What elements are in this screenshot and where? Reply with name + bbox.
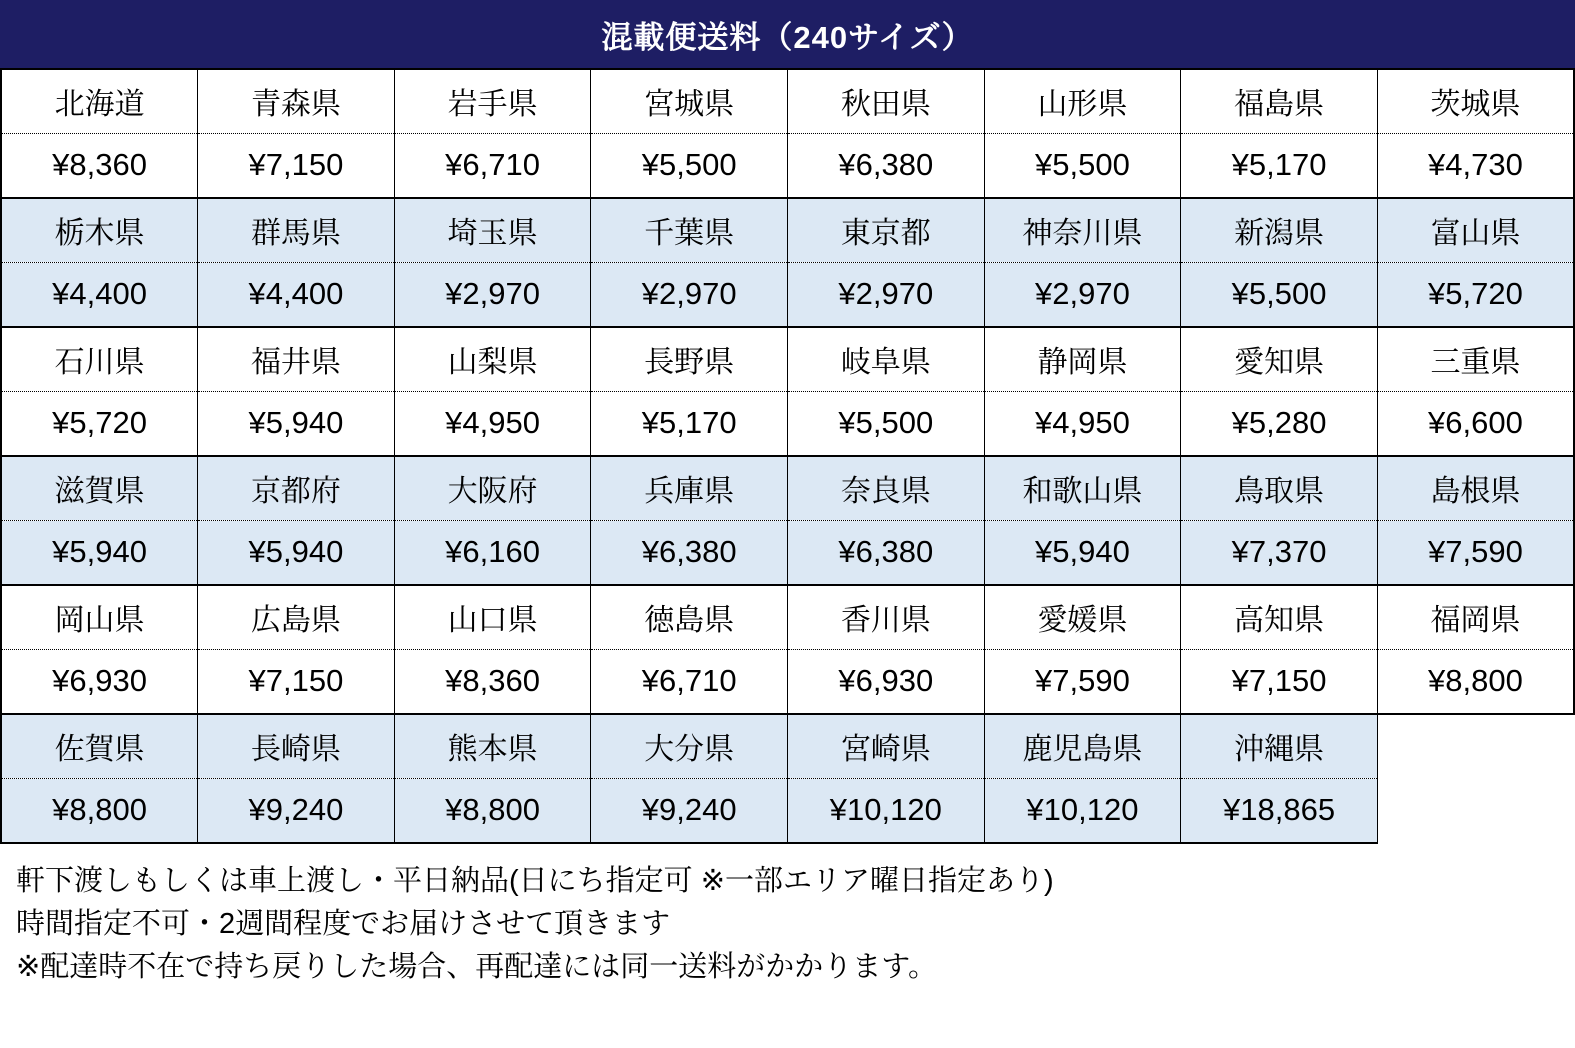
price-cell: ¥4,950 — [394, 391, 591, 456]
prefecture-cell: 大阪府 — [394, 456, 591, 520]
price-cell: ¥6,600 — [1377, 391, 1574, 456]
price-cell: ¥6,160 — [394, 520, 591, 585]
price-row — [1, 778, 1574, 843]
price-cell: ¥6,380 — [788, 133, 985, 198]
prefecture-cell: 秋田県 — [788, 69, 985, 133]
prefecture-cell: 埼玉県 — [394, 198, 591, 262]
prefecture-cell: 香川県 — [788, 585, 985, 649]
price-cell: ¥5,500 — [984, 133, 1181, 198]
prefecture-cell: 山梨県 — [394, 327, 591, 391]
prefecture-cell: 千葉県 — [591, 198, 788, 262]
price-cell: ¥5,170 — [591, 391, 788, 456]
prefecture-cell: 神奈川県 — [984, 198, 1181, 262]
price-cell: ¥7,590 — [1377, 520, 1574, 585]
price-cell: ¥10,120 — [788, 778, 985, 843]
notes — [0, 844, 1575, 989]
prefecture-cell: 茨城県 — [1377, 69, 1574, 133]
price-row — [1, 649, 1574, 714]
prefecture-cell: 北海道 — [1, 69, 198, 133]
price-cell: ¥9,240 — [198, 778, 395, 843]
prefecture-cell: 三重県 — [1377, 327, 1574, 391]
prefecture-cell: 福岡県 — [1377, 585, 1574, 649]
prefecture-cell: 鹿児島県 — [984, 714, 1181, 778]
price-cell: ¥5,720 — [1, 391, 198, 456]
prefecture-cell: 愛知県 — [1181, 327, 1378, 391]
empty-cell — [1377, 714, 1574, 843]
prefecture-row — [1, 585, 1574, 649]
price-cell: ¥6,710 — [394, 133, 591, 198]
price-cell: ¥5,940 — [198, 520, 395, 585]
price-cell: ¥9,240 — [591, 778, 788, 843]
prefecture-cell: 宮崎県 — [788, 714, 985, 778]
price-cell: ¥4,730 — [1377, 133, 1574, 198]
price-cell: ¥7,150 — [198, 133, 395, 198]
prefecture-cell: 徳島県 — [591, 585, 788, 649]
prefecture-cell: 高知県 — [1181, 585, 1378, 649]
price-cell: ¥8,800 — [394, 778, 591, 843]
prefecture-cell: 栃木県 — [1, 198, 198, 262]
prefecture-row — [1, 327, 1574, 391]
prefecture-row — [1, 456, 1574, 520]
price-cell: ¥5,720 — [1377, 262, 1574, 327]
price-cell: ¥6,380 — [591, 520, 788, 585]
prefecture-cell: 岡山県 — [1, 585, 198, 649]
price-row — [1, 391, 1574, 456]
prefecture-row — [1, 714, 1574, 778]
prefecture-cell: 福井県 — [198, 327, 395, 391]
price-cell: ¥10,120 — [984, 778, 1181, 843]
price-cell: ¥5,500 — [788, 391, 985, 456]
prefecture-cell: 長野県 — [591, 327, 788, 391]
prefecture-cell: 和歌山県 — [984, 456, 1181, 520]
price-cell: ¥5,500 — [591, 133, 788, 198]
price-cell: ¥8,800 — [1377, 649, 1574, 714]
prefecture-cell: 熊本県 — [394, 714, 591, 778]
note-line: 時間指定不可・2週間程度でお届けさせて頂きます — [16, 907, 671, 940]
price-cell: ¥8,360 — [1, 133, 198, 198]
prefecture-cell: 青森県 — [198, 69, 395, 133]
price-cell: ¥7,150 — [198, 649, 395, 714]
prefecture-cell: 群馬県 — [198, 198, 395, 262]
prefecture-cell: 富山県 — [1377, 198, 1574, 262]
prefecture-cell: 鳥取県 — [1181, 456, 1378, 520]
price-cell: ¥5,280 — [1181, 391, 1378, 456]
price-cell: ¥5,170 — [1181, 133, 1378, 198]
price-cell: ¥18,865 — [1181, 778, 1378, 843]
prefecture-cell: 新潟県 — [1181, 198, 1378, 262]
note-line: 軒下渡しもしくは車上渡し・平日納品(日にち指定可 ※一部エリア曜日指定あり) — [16, 865, 1054, 897]
price-cell: ¥7,150 — [1181, 649, 1378, 714]
page-title: 混載便送料（240サイズ） — [601, 19, 974, 55]
prefecture-cell: 滋賀県 — [1, 456, 198, 520]
prefecture-cell: 石川県 — [1, 327, 198, 391]
prefecture-cell: 静岡県 — [984, 327, 1181, 391]
prefecture-cell: 山口県 — [394, 585, 591, 649]
prefecture-cell: 大分県 — [591, 714, 788, 778]
price-cell: ¥5,940 — [1, 520, 198, 585]
prefecture-cell: 奈良県 — [788, 456, 985, 520]
prefecture-cell: 岩手県 — [394, 69, 591, 133]
price-cell: ¥7,590 — [984, 649, 1181, 714]
prefecture-cell: 山形県 — [984, 69, 1181, 133]
prefecture-cell: 佐賀県 — [1, 714, 198, 778]
price-cell: ¥6,380 — [788, 520, 985, 585]
price-row — [1, 520, 1574, 585]
prefecture-cell: 兵庫県 — [591, 456, 788, 520]
note-line: ※配達時不在で持ち戻りした場合、再配達には同一送料がかかります。 — [16, 950, 937, 983]
prefecture-cell: 愛媛県 — [984, 585, 1181, 649]
prefecture-cell: 広島県 — [198, 585, 395, 649]
shipping-fee-table — [0, 68, 1575, 844]
fee-table-body — [1, 69, 1574, 843]
price-cell: ¥2,970 — [591, 262, 788, 327]
price-cell: ¥7,370 — [1181, 520, 1378, 585]
price-cell: ¥4,950 — [984, 391, 1181, 456]
price-cell: ¥2,970 — [788, 262, 985, 327]
prefecture-cell: 島根県 — [1377, 456, 1574, 520]
prefecture-cell: 宮城県 — [591, 69, 788, 133]
prefecture-cell: 長崎県 — [198, 714, 395, 778]
price-cell: ¥5,940 — [984, 520, 1181, 585]
price-cell: ¥8,360 — [394, 649, 591, 714]
price-cell: ¥2,970 — [984, 262, 1181, 327]
price-row — [1, 262, 1574, 327]
price-cell: ¥4,400 — [1, 262, 198, 327]
prefecture-cell: 岐阜県 — [788, 327, 985, 391]
price-cell: ¥5,500 — [1181, 262, 1378, 327]
prefecture-cell: 京都府 — [198, 456, 395, 520]
prefecture-cell: 東京都 — [788, 198, 985, 262]
price-cell: ¥8,800 — [1, 778, 198, 843]
price-cell: ¥2,970 — [394, 262, 591, 327]
price-row — [1, 133, 1574, 198]
prefecture-cell: 福島県 — [1181, 69, 1378, 133]
table-title-bar — [0, 0, 1575, 68]
price-cell: ¥5,940 — [198, 391, 395, 456]
price-cell: ¥6,710 — [591, 649, 788, 714]
price-cell: ¥6,930 — [1, 649, 198, 714]
prefecture-row — [1, 69, 1574, 133]
prefecture-cell: 沖縄県 — [1181, 714, 1378, 778]
price-cell: ¥6,930 — [788, 649, 985, 714]
prefecture-row — [1, 198, 1574, 262]
price-cell: ¥4,400 — [198, 262, 395, 327]
